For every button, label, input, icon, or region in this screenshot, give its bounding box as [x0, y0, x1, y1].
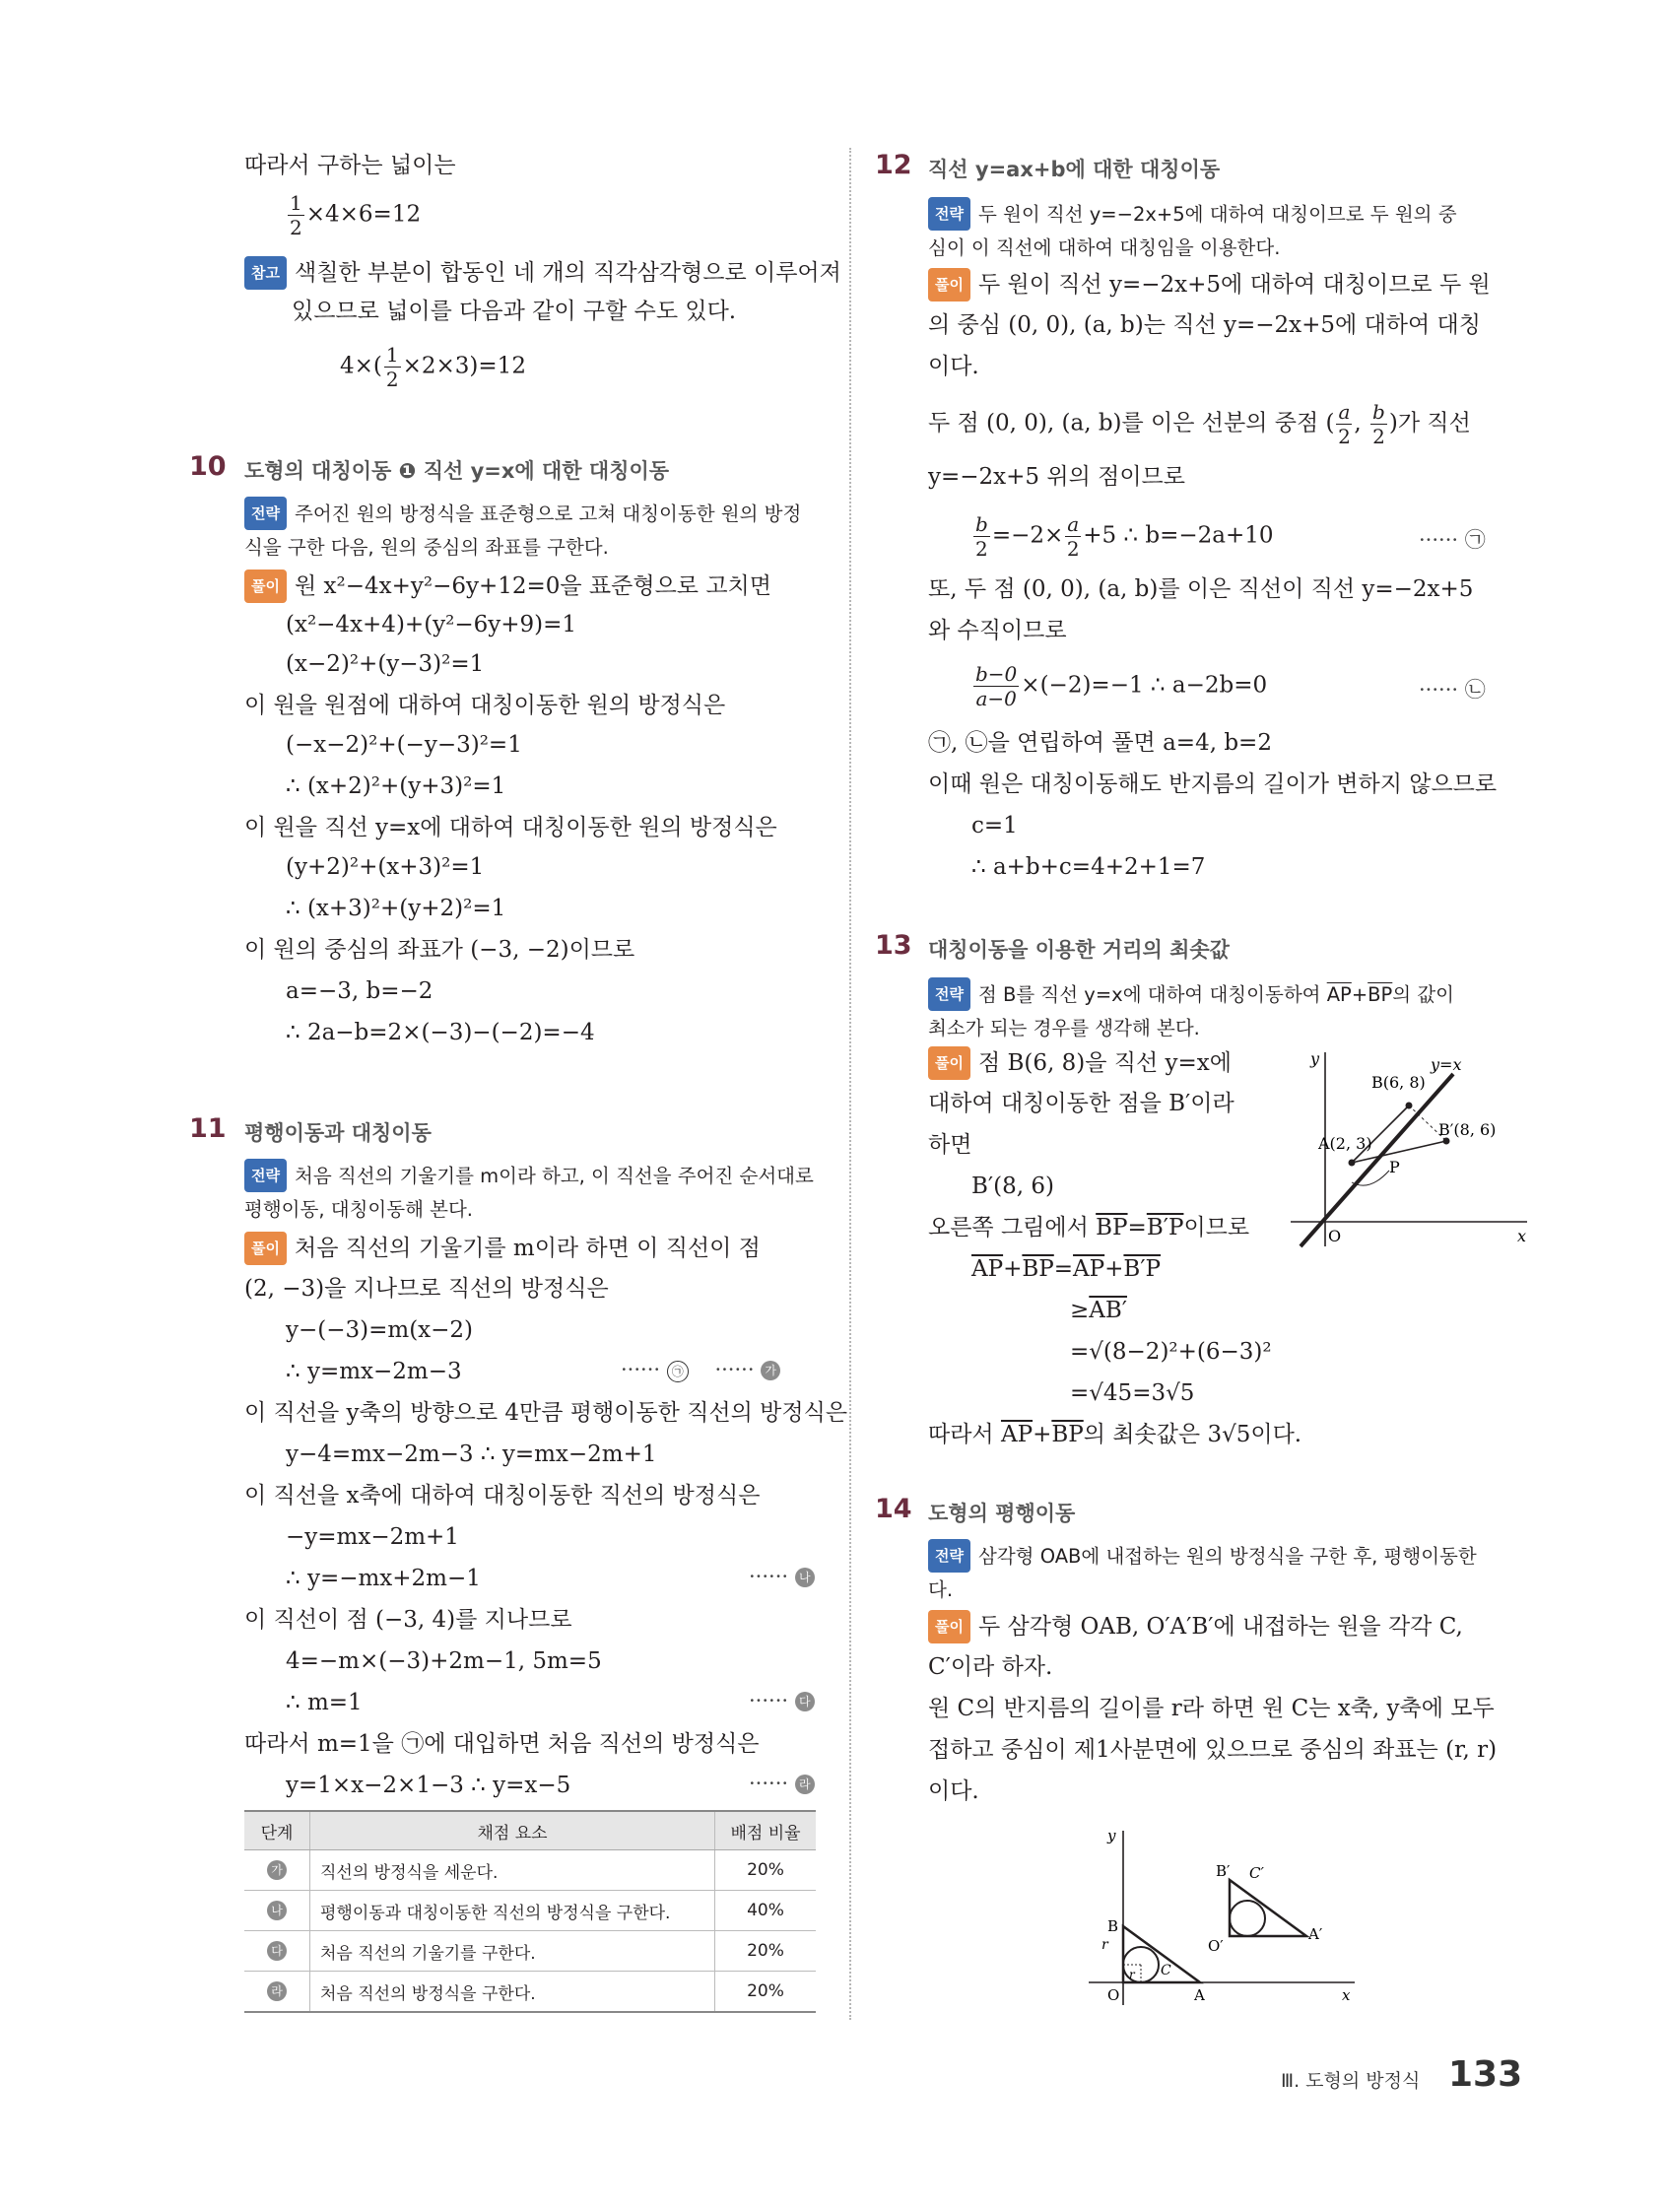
solution-11-line-6: y−4=mx−2m−3 ∴ y=mx−2m+1 — [286, 1441, 657, 1467]
solution-badge: 풀이 — [928, 268, 970, 302]
solution-12-line-12: c=1 — [971, 813, 1018, 838]
intro-text: 따라서 구하는 넓이는 — [244, 153, 456, 178]
solution-12-line-2: 의 중심 (0, 0), (a, b)는 직선 y=−2x+5에 대하여 대칭 — [928, 312, 1481, 338]
problem-number-11: 11 — [189, 1113, 227, 1144]
solution-11-line-8: −y=mx−2m+1 — [286, 1524, 459, 1550]
table-cell-desc: 평행이동과 대칭이동한 직선의 방정식을 구한다. — [310, 1891, 715, 1931]
solution-12-line-4: 두 점 (0, 0), (a, b)를 이은 선분의 중점 ( $\frac{a}{2}$ , $\frac{b}{2}$ )가 직선 — [928, 400, 1471, 448]
strategy-badge: 전략 — [244, 1159, 287, 1192]
solution-11-line-2: (2, −3)을 지나므로 직선의 방정식은 — [244, 1276, 609, 1302]
strategy-11-line-2: 평행이동, 대칭이동해 본다. — [244, 1198, 474, 1221]
label-r1: r — [1101, 1937, 1108, 1953]
column-divider — [849, 148, 851, 2020]
solution-13-line-3: 하면 — [928, 1132, 972, 1158]
table-cell-desc: 처음 직선의 기울기를 구한다. — [310, 1931, 715, 1972]
solution-13-line-8: =√(8−2)²+(6−3)² — [1070, 1339, 1272, 1365]
label-a: A — [1194, 1986, 1205, 2004]
problem-number-13: 13 — [875, 930, 912, 961]
reference-line-1: 참고 색칠한 부분이 합동인 네 개의 직각삼각형으로 이루어져 — [244, 256, 841, 290]
solution-10-line-7: 이 원을 직선 y=x에 대하여 대칭이동한 원의 방정식은 — [244, 815, 777, 840]
solution-10-line-11: a=−3, b=−2 — [286, 978, 434, 1004]
strategy-14-line-2: 다. — [928, 1578, 954, 1601]
strategy-10-line-2: 식을 구한 다음, 원의 중심의 좌표를 구한다. — [244, 536, 609, 559]
solution-13-line-4: B′(8, 6) — [971, 1173, 1054, 1199]
problem-title-12: 직선 y=ax+b에 대한 대칭이동 — [928, 158, 1221, 181]
table-header: 채점 요소 — [310, 1811, 715, 1850]
solution-10-line-9: ∴ (x+3)²+(y+2)²=1 — [286, 896, 506, 921]
label-cp: C′ — [1249, 1864, 1264, 1882]
solution-10-line-3: (x−2)²+(y−3)²=1 — [286, 651, 485, 677]
fraction: $\frac{1}{2}$ — [290, 191, 302, 239]
label-p: P — [1389, 1158, 1400, 1176]
figure-13 — [1281, 1044, 1537, 1251]
label-ap: A′ — [1308, 1925, 1323, 1943]
solution-12-line-8: 와 수직이므로 — [928, 618, 1067, 643]
strategy-13-line-2: 최소가 되는 경우를 생각해 본다. — [928, 1017, 1200, 1039]
label-y: y — [1107, 1827, 1116, 1844]
solution-11-line-14: y=1×x−2×1−3 ∴ y=x−5 — [286, 1773, 571, 1798]
solution-11-line-11: 4=−m×(−3)+2m−1, 5m=5 — [286, 1648, 602, 1674]
marker-12b: ······ ㉡ — [1419, 678, 1486, 702]
table-cell-ratio: 40% — [715, 1891, 817, 1931]
solution-11-line-4: ∴ y=mx−2m−3 — [286, 1359, 462, 1384]
solution-11-line-1: 풀이 처음 직선의 기울기를 m이라 하면 이 직선이 점 — [244, 1232, 761, 1265]
solution-11-line-10: 이 직선이 점 (−3, 4)를 지나므로 — [244, 1607, 572, 1633]
solution-10-line-10: 이 원의 중심의 좌표가 (−3, −2)이므로 — [244, 937, 635, 963]
solution-12-line-13: ∴ a+b+c=4+2+1=7 — [971, 854, 1206, 880]
problem-title-10: 도형의 대칭이동 ❶ 직선 y=x에 대한 대칭이동 — [244, 459, 670, 483]
label-b: B(6, 8) — [1371, 1073, 1426, 1092]
solution-10-line-5: (−x−2)²+(−y−3)²=1 — [286, 732, 522, 758]
solution-badge: 풀이 — [244, 570, 287, 603]
table-row — [244, 1891, 816, 1931]
label-o: O — [1328, 1227, 1342, 1245]
table-header: 배점 비율 — [715, 1811, 817, 1850]
footer-page-number: 133 — [1448, 2054, 1523, 2095]
point-a — [1349, 1160, 1356, 1167]
strategy-badge: 전략 — [928, 977, 970, 1011]
reference-badge: 참고 — [244, 256, 287, 290]
problem-title-13: 대칭이동을 이용한 거리의 최솟값 — [928, 938, 1230, 962]
label-op: O′ — [1208, 1937, 1224, 1955]
solution-13-line-9: =√45=3√5 — [1070, 1380, 1195, 1406]
label-yx: y=x — [1431, 1055, 1462, 1074]
table-cell-ratio: 20% — [715, 1972, 817, 2013]
problem-number-12: 12 — [875, 150, 912, 180]
problem-title-11: 평행이동과 대칭이동 — [244, 1121, 432, 1145]
solution-14-line-4: 접하고 중심이 제1사분면에 있으므로 중심의 좌표는 (r, r) — [928, 1737, 1498, 1763]
table-cell-ratio: 20% — [715, 1850, 817, 1891]
solution-13-line-10: 따라서 $\overline{AP}+\overline{BP}$의 최솟값은 3√5이다. — [928, 1422, 1302, 1447]
solution-13-line-7: ≥AB′ — [1070, 1298, 1128, 1323]
table-cell-desc: 직선의 방정식을 세운다. — [310, 1850, 715, 1891]
solution-12-line-9: $\frac{b-0}{a-0}$ ×(−2)=−1 ∴ a−2b=0 — [975, 662, 1268, 710]
strategy-badge: 전략 — [928, 1539, 970, 1573]
label-a: A(2, 3) — [1318, 1134, 1372, 1153]
solution-13-line-1: 풀이 점 B(6, 8)을 직선 y=x에 — [928, 1046, 1232, 1080]
solution-11-line-9: ∴ y=−mx+2m−1 — [286, 1566, 481, 1591]
table-cell-step: 라 — [244, 1972, 310, 2013]
table-header-row — [244, 1811, 816, 1850]
label-bp: B′ — [1216, 1862, 1231, 1880]
solution-10-line-12: ∴ 2a−b=2×(−3)−(−2)=−4 — [286, 1020, 595, 1045]
strategy-badge: 전략 — [244, 497, 287, 530]
marker-12a: ······ ㉠ — [1419, 528, 1486, 552]
solution-14-line-3: 원 C의 반지름의 길이를 r라 하면 원 C는 x축, y축에 모두 — [928, 1696, 1495, 1721]
fraction: $\frac{b}{2}$ — [1372, 400, 1385, 448]
area-formula: $\frac{1}{2}$ ×4×6=12 — [290, 191, 422, 239]
solution-12-line-6: $\frac{b}{2}$ =−2× $\frac{a}{2}$ +5 ∴ b=−2a+10 — [975, 512, 1274, 561]
table-cell-step: 나 — [244, 1891, 310, 1931]
solution-badge: 풀이 — [244, 1232, 287, 1265]
solution-12-line-10: ㉠, ㉡을 연립하여 풀면 a=4, b=2 — [928, 730, 1272, 756]
label-x: x — [1342, 1986, 1351, 2004]
problem-title-14: 도형의 평행이동 — [928, 1502, 1076, 1525]
figure-14 — [1084, 1823, 1360, 2010]
marker-2: ······ 나 — [749, 1565, 815, 1588]
solution-10-line-8: (y+2)²+(x+3)²=1 — [286, 854, 485, 880]
solution-14-line-1: 풀이 두 삼각형 OAB, O′A′B′에 내접하는 원을 각각 C, — [928, 1610, 1463, 1643]
solution-11-line-12: ∴ m=1 — [286, 1690, 363, 1715]
fraction: $\frac{b-0}{a-0}$ — [975, 662, 1018, 710]
strategy-13-line-1: 전략 점 B를 직선 y=x에 대하여 대칭이동하여 $\overline{AP}+\overline{BP}$의 값이 — [928, 977, 1454, 1011]
strategy-badge: 전략 — [928, 197, 970, 231]
solution-10-line-1: 풀이 원 x²−4x+y²−6y+12=0을 표준형으로 고치면 — [244, 570, 771, 603]
strategy-12-line-2: 심이 이 직선에 대하여 대칭임을 이용한다. — [928, 236, 1281, 259]
problem-number-14: 14 — [875, 1494, 912, 1524]
fraction: $\frac{a}{2}$ — [1338, 400, 1351, 448]
solution-13-line-6: $\overline{AP}+\overline{BP}=\overline{AP}+B'P$ — [971, 1256, 1162, 1282]
table-row — [244, 1850, 816, 1891]
table-cell-ratio: 20% — [715, 1931, 817, 1972]
table-cell-desc: 처음 직선의 방정식을 구한다. — [310, 1972, 715, 2013]
label-b: B — [1107, 1917, 1119, 1935]
table-cell-step: 다 — [244, 1931, 310, 1972]
solution-13-line-2: 대하여 대칭이동한 점을 B′이라 — [928, 1091, 1234, 1116]
label-r2: r — [1129, 1968, 1135, 1981]
point-b — [1406, 1103, 1413, 1109]
strategy-12-line-1: 전략 두 원이 직선 y=−2x+5에 대하여 대칭이므로 두 원의 중 — [928, 197, 1457, 231]
table-row — [244, 1931, 816, 1972]
strategy-14-line-1: 전략 삼각형 OAB에 내접하는 원의 방정식을 구한 후, 평행이동한 — [928, 1539, 1477, 1573]
solution-10-line-2: (x²−4x+4)+(y²−6y+9)=1 — [286, 612, 577, 637]
solution-11-line-13: 따라서 m=1을 ㉠에 대입하면 처음 직선의 방정식은 — [244, 1731, 760, 1757]
solution-14-line-5: 이다. — [928, 1778, 979, 1804]
marker-4: ······ 라 — [749, 1772, 815, 1795]
table-row — [244, 1972, 816, 2013]
circle-cp — [1230, 1901, 1265, 1936]
label-y: y — [1310, 1049, 1320, 1068]
solution-12-line-1: 풀이 두 원이 직선 y=−2x+5에 대하여 대칭이므로 두 원 — [928, 268, 1491, 302]
marker-1: ······ ㉠ ······ 가 — [621, 1358, 780, 1382]
scoring-table — [244, 1810, 816, 2013]
solution-badge: 풀이 — [928, 1046, 970, 1080]
label-x: x — [1517, 1227, 1527, 1245]
footer-chapter: Ⅲ. 도형의 방정식 — [1281, 2070, 1421, 2092]
strategy-11-line-1: 전략 처음 직선의 기울기를 m이라 하고, 이 직선을 주어진 순서대로 — [244, 1159, 814, 1192]
solution-11-line-5: 이 직선을 y축의 방향으로 4만큼 평행이동한 직선의 방정식은 — [244, 1400, 848, 1426]
solution-badge: 풀이 — [928, 1610, 970, 1643]
solution-12-line-7: 또, 두 점 (0, 0), (a, b)를 이은 직선이 직선 y=−2x+5 — [928, 576, 1474, 602]
label-c: C — [1161, 1963, 1171, 1978]
table-header: 단계 — [244, 1811, 310, 1850]
problem-number-10: 10 — [189, 451, 227, 482]
fraction: $\frac{b}{2}$ — [975, 512, 988, 561]
fraction: $\frac{a}{2}$ — [1066, 512, 1080, 561]
triangle-opapbp — [1230, 1880, 1306, 1936]
solution-14-line-2: C′이라 하자. — [928, 1654, 1053, 1680]
line-y-eq-x — [1301, 1074, 1453, 1246]
label-bp: B′(8, 6) — [1438, 1120, 1497, 1139]
solution-10-line-6: ∴ (x+2)²+(y+3)²=1 — [286, 773, 506, 799]
label-o: O — [1107, 1986, 1120, 2004]
solution-12-line-5: y=−2x+5 위의 점이므로 — [928, 464, 1185, 490]
solution-10-line-4: 이 원을 원점에 대하여 대칭이동한 원의 방정식은 — [244, 693, 726, 718]
solution-11-line-3: y−(−3)=m(x−2) — [286, 1317, 474, 1343]
solution-11-line-7: 이 직선을 x축에 대하여 대칭이동한 직선의 방정식은 — [244, 1483, 761, 1508]
reference-line-2: 있으므로 넓이를 다음과 같이 구할 수도 있다. — [292, 299, 737, 324]
fraction: $\frac{1}{2}$ — [385, 343, 399, 391]
solution-12-line-11: 이때 원은 대칭이동해도 반지름의 길이가 변하지 않으므로 — [928, 771, 1498, 797]
solution-12-line-3: 이다. — [928, 354, 979, 379]
solution-13-line-5: 오른쪽 그림에서 $\overline{BP}=B'P$이므로 — [928, 1215, 1250, 1240]
reference-calc: 4×( $\frac{1}{2}$ ×2×3)=12 — [340, 343, 526, 391]
strategy-10-line-1: 전략 주어진 원의 방정식을 표준형으로 고쳐 대칭이동한 원의 방정 — [244, 497, 801, 530]
marker-3: ······ 다 — [749, 1689, 815, 1712]
table-cell-step: 가 — [244, 1850, 310, 1891]
